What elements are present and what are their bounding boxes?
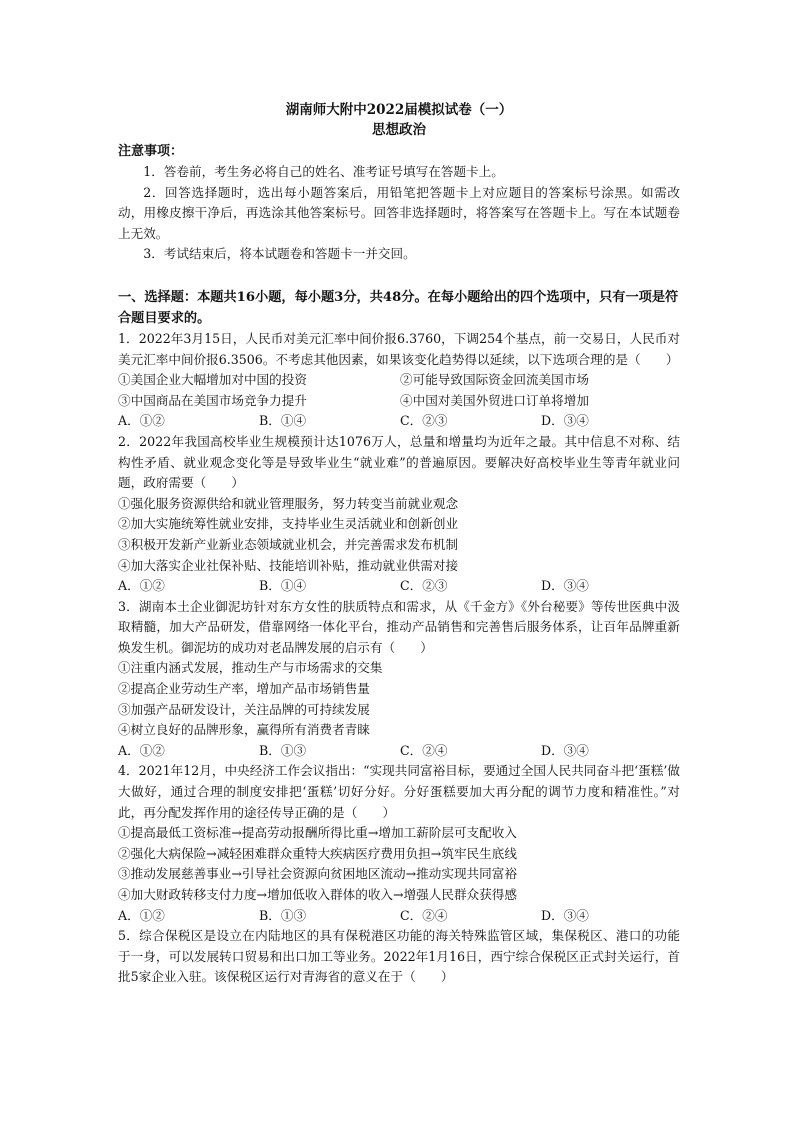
answer-a: A．①② [118,413,165,429]
exam-title: 湖南师大附中2022届模拟试卷（一） [285,102,513,118]
answer-a: A．①② [118,578,165,594]
option-3: ③积极开发新产业新业态领域就业机会，并完善需求发布机制 [118,536,459,552]
answer-choices [118,411,680,432]
question-stem: 1．2022年3月15日，人民币对美元汇率中间价报6.3760，下调254个基点，前一交易日，人民币对美元汇率中间价报6.3506。不考虑其他因素，如果该变化趋势得以延续，以下选项合理的是（ ） [118,330,680,367]
question-5 [118,926,680,988]
answer-a: A．①② [118,907,165,923]
answer-choices [118,576,680,597]
section-heading: 一、选择题：本题共16小题，每小题3分，共48分。在每小题给出的四个选项中，只有一项是符合题目要求的。 [118,289,679,326]
option-4: ④树立良好的品牌形象，赢得所有消费者青睐 [118,722,370,738]
option-2: ②可能导致国际资金回流美国市场 [400,372,589,388]
question-stem: 3．湖南本土企业御泥坊针对东方女性的肤质特点和需求，从《千金方》《外台秘要》等传世医典中汲取精髓，加大产品研发，借靠网络一体化平台，推动产品销售和完善售后服务体系，让百年品牌重新焕发生机。御泥坊的成功对老品牌发展的启示有（ ） [118,598,680,655]
option-3: ③加强产品研发设计，关注品牌的可持续发展 [118,701,370,717]
answer-a: A．①② [118,742,165,758]
notice-heading: 注意事项： [118,144,184,159]
answer-choices [118,906,680,927]
question-2 [118,432,680,597]
option-2: ②提高企业劳动生产率，增加产品市场销售量 [118,681,370,697]
exam-page [118,100,680,988]
option-1: ①强化服务资源供给和就业管理服务，努力转变当前就业观念 [118,495,459,511]
answer-d: D．③④ [541,413,589,429]
notice-item-3: 3．考试结束后，将本试题卷和答题卡一并交回。 [143,246,416,262]
question-options [118,370,680,411]
option-4: ④加大财政转移支付力度→增加低收入群体的收入→增强人民群众获得感 [118,887,517,902]
answer-b: B．①④ [259,413,307,429]
answer-d: D．③④ [541,742,589,758]
option-1: ①美国企业大幅增加对中国的投资 [118,372,307,388]
option-4: ④中国对美国外贸进口订单将增加 [400,392,589,408]
option-4: ④加大落实企业社保补贴、技能培训补贴，推动就业供需对接 [118,557,459,573]
answer-choices [118,741,680,762]
option-1: ①提高最低工资标准→提高劳动报酬所得比重→增加工薪阶层可支配收入 [118,825,517,841]
answer-b: B．①③ [259,907,307,923]
answer-d: D．③④ [541,578,589,594]
question-3 [118,597,680,762]
question-stem: 4．2021年12月，中央经济工作会议指出：“实现共同富裕目标，要通过全国人民共同奋斗把‘蛋糕’做大做好，通过合理的制度安排把‘蛋糕’切好分好。分好蛋糕要加大再分配的调节力度和精准性。”对此，再分配发挥作用的途径传导正确的是（ ） [118,763,680,820]
answer-b: B．①④ [259,578,307,594]
option-2: ②加大实施统筹性就业安排，支持毕业生灵活就业和创新创业 [118,516,459,532]
notice-item-1: 1．答卷前，考生务必将自己的姓名、准考证号填写在答题卡上。 [143,164,504,179]
answer-c: C．②④ [400,907,448,923]
answer-c: C．②③ [400,578,448,594]
exam-subject: 思想政治 [372,122,426,138]
answer-d: D．③④ [541,907,589,923]
answer-b: B．①③ [259,742,307,758]
option-3: ③中国商品在美国市场竞争力提升 [118,392,307,408]
option-1: ①注重内涵式发展，推动生产与市场需求的交集 [118,660,383,676]
question-4 [118,761,680,926]
question-1 [118,329,680,432]
question-stem: 5．综合保税区是设立在内陆地区的具有保税港区功能的海关特殊监管区域，集保税区、港口的功能于一身，可以发展转口贸易和出口加工等业务。2022年1月16日，西宁综合保税区正式封关运行，首批5家企业入驻。该保税区运行对青海省的意义在于（ ） [118,928,680,985]
option-3: ③推动发展慈善事业→引导社会资源向贫困地区流动→推动实现共同富裕 [118,866,517,882]
answer-c: C．②③ [400,413,448,429]
answer-c: C．②④ [400,742,448,758]
question-stem: 2．2022年我国高校毕业生规模预计达1076万人，总量和增量均为近年之最。其中信息不对称、结构性矛盾、就业观念变化等是导致毕业生“就业难”的普遍原因。要解决好高校毕业生等青年就业问题，政府需要（ ） [118,433,680,491]
option-2: ②强化大病保险→减轻困难群众重特大疾病医疗费用负担→筑牢民生底线 [118,845,517,861]
notice-item-2: 2．回答选择题时，选出每小题答案后，用铅笔把答题卡上对应题目的答案标号涂黑。如需改动，用橡皮擦干净后，再选涂其他答案标号。回答非选择题时，将答案写在答题卡上。写在本试题卷上无效。 [118,184,680,241]
